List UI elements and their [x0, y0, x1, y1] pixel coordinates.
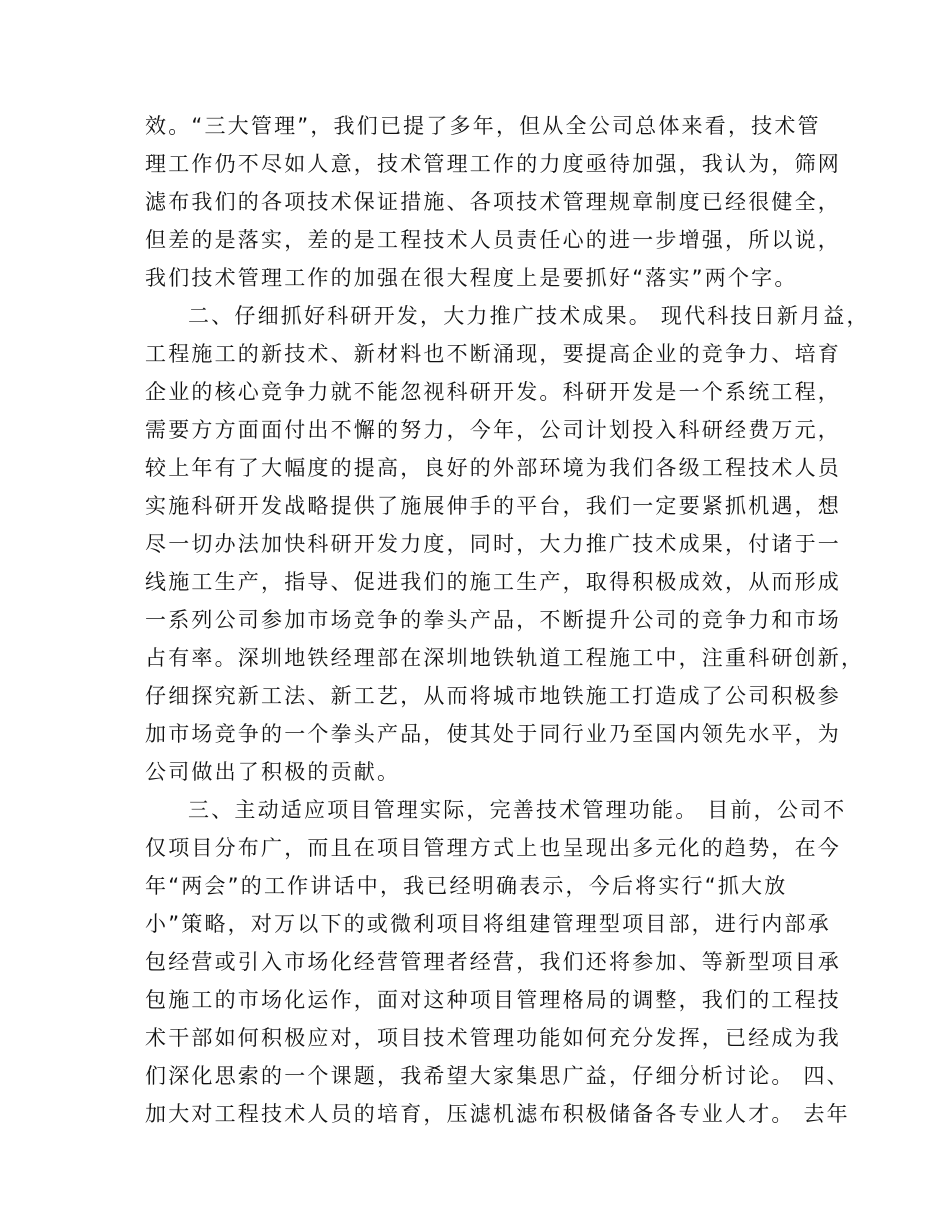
text-line-3: 滤布我们的各项技术保证措施、各项技术管理规章制度已经很健全， [145, 190, 841, 214]
text-line-14: 一系列公司参加市场竞争的拳头产品，不断提升公司的竞争力和市场 [145, 608, 841, 632]
text-line-8: 企业的核心竞争力就不能忽视科研开发。科研开发是一个系统工程， [145, 380, 841, 404]
text-line-16: 仔细探究新工法、新工艺，从而将城市地铁施工打造成了公司积极参 [145, 684, 841, 708]
text-line-22: 小”策略，对万以下的或微利项目将组建管理型项目部，进行内部承 [145, 912, 831, 936]
text-line-1: 效。“三大管理”，我们已提了多年，但从全公司总体来看，技术管 [145, 114, 821, 138]
text-line-4: 但差的是落实，差的是工程技术人员责任心的进一步增强，所以说， [145, 228, 841, 252]
text-line-25: 术干部如何积极应对，项目技术管理功能如何充分发挥，已经成为我 [145, 1026, 841, 1050]
text-line-17: 加市场竞争的一个拳头产品，使其处于同行业乃至国内领先水平，为 [145, 722, 841, 746]
text-line-12: 尽一切办法加快科研开发力度，同时，大力推广技术成果，付诸于一 [145, 532, 841, 556]
text-line-19: 三、主动适应项目管理实际，完善技术管理功能。 目前，公司不 [188, 798, 847, 822]
text-line-18: 公司做出了积极的贡献。 [145, 760, 401, 784]
text-line-7: 工程施工的新技术、新材料也不断涌现，要提高企业的竞争力、培育 [145, 342, 841, 366]
text-line-2: 理工作仍不尽如人意，技术管理工作的力度亟待加强，我认为，筛网 [145, 152, 841, 176]
text-line-9: 需要方方面面付出不懈的努力，今年，公司计划投入科研经费万元， [145, 418, 841, 442]
text-line-11: 实施科研开发战略提供了施展伸手的平台，我们一定要紧抓机遇，想 [145, 494, 841, 518]
text-line-23: 包经营或引入市场化经营管理者经营，我们还将参加、等新型项目承 [145, 950, 841, 974]
text-line-27: 加大对工程技术人员的培育，压滤机滤布积极储备各专业人才。 去年 [145, 1102, 850, 1126]
text-line-24: 包施工的市场化运作，面对这种项目管理格局的调整，我们的工程技 [145, 988, 841, 1012]
text-line-13: 线施工生产，指导、促进我们的施工生产，取得积极成效，从而形成 [145, 570, 841, 594]
text-line-6: 二、仔细抓好科研开发，大力推广技术成果。 现代科技日新月益， [188, 304, 870, 328]
text-line-15: 占有率。深圳地铁经理部在深圳地铁轨道工程施工中，注重科研创新， [145, 646, 865, 670]
text-line-20: 仅项目分布广，而且在项目管理方式上也呈现出多元化的趋势，在今 [145, 836, 841, 860]
text-line-26: 们深化思索的一个课题，我希望大家集思广益，仔细分析讨论。 四、 [145, 1064, 850, 1088]
text-line-5: 我们技术管理工作的加强在很大程度上是要抓好“落实”两个字。 [145, 266, 798, 290]
text-line-21: 年“两会”的工作讲话中，我已经明确表示，今后将实行“抓大放 [145, 874, 788, 898]
text-line-10: 较上年有了大幅度的提高，良好的外部环境为我们各级工程技术人员 [145, 456, 841, 480]
